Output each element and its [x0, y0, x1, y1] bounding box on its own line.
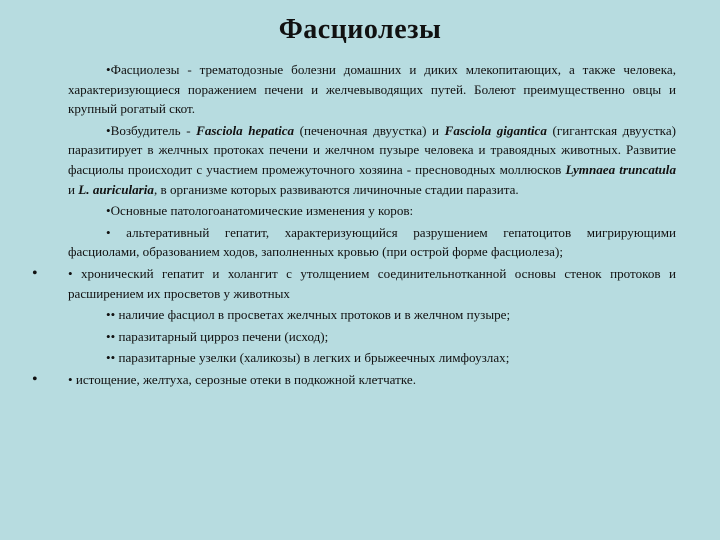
list-item-text: • паразитарные узелки (халикозы) в легких и брыжеечных лимфоузлах;	[110, 350, 510, 366]
slide-title: Фасциолезы	[278, 14, 442, 45]
pathogen-suffix: , в организме которых развиваются личиночные стадии паразита.	[153, 181, 519, 197]
species-name: Fasciola hepatica	[196, 122, 295, 138]
pathogen-text: (гигантская двуустка) паразитирует в желчных протоках печени и желчном пузыре человека и травоядных животных. Развитие фасциолы происходит с участием промежуточного хозяина - пресноводных моллюсков	[68, 122, 677, 177]
list-item	[68, 348, 676, 368]
list-item	[32, 264, 676, 303]
list-item-text: • паразитарный цирроз печени (исход);	[110, 328, 329, 344]
paragraph-changes-heading	[68, 201, 676, 221]
pathogen-text: (печеночная двуустка) и	[294, 122, 445, 138]
pathogen-text: и	[68, 181, 79, 197]
bullet-icon: •	[106, 224, 111, 240]
pathogen-prefix: Возбудитель -	[110, 122, 197, 138]
species-name: Lymnaea truncatula	[565, 161, 676, 177]
bullet-icon: •	[106, 328, 111, 344]
bullet-icon: •	[106, 350, 111, 366]
paragraph-definition	[68, 60, 676, 119]
slide-body	[32, 60, 677, 392]
bullet-icon: •	[106, 203, 111, 219]
list-item	[68, 327, 676, 347]
outer-bullet-icon: •	[32, 370, 38, 388]
species-name: L. auricularia	[78, 181, 154, 197]
list-item	[32, 370, 676, 390]
bullet-icon: •	[106, 62, 111, 77]
paragraph-pathogen	[68, 121, 676, 199]
species-name: Fasciola gigantica	[444, 122, 547, 138]
list-item-text: • наличие фасциол в просветах желчных протоков и в желчном пузыре;	[110, 307, 511, 323]
outer-bullet-icon: •	[32, 264, 38, 282]
list-item	[68, 223, 676, 262]
bullet-icon: •	[106, 307, 111, 323]
changes-heading-text: Основные патологоанатомические изменения у коров:	[110, 203, 414, 219]
list-item-text: альтеративный гепатит, характеризующийся разрушением гепатоцитов мигрирующими фасциолами, образованием ходов, заполненных кровью (при острой форме фасциолеза);	[68, 224, 676, 260]
definition-text: Фасциолезы - трематодозные болезни домашних и диких млекопитающих, а также человека, характеризующиеся поражением печени и желчевыводящих путей. Болеют преимущественно овцы и крупный рогатый скот.	[68, 62, 676, 117]
list-item	[68, 305, 676, 325]
bullet-icon: •	[106, 122, 111, 138]
list-item-text: • хронический гепатит и холангит с утолщением соединительнотканной основы стенок протоков и расширением их просветов у животных	[68, 265, 676, 301]
list-item-text: • истощение, желтуха, серозные отеки в подкожной клетчатке.	[68, 371, 416, 387]
